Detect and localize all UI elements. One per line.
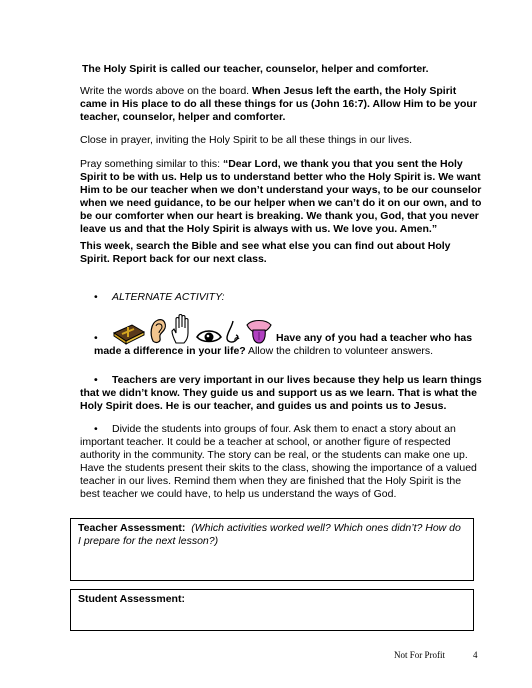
- teacher-assessment-prompt: (Which activities worked well? Which ones didn’t? How do I prepare for the next lesson?): [78, 522, 461, 547]
- student-assessment-label: Student Assessment:: [78, 593, 185, 605]
- teacher-question-followup: Allow the children to volunteer answers.: [245, 345, 434, 357]
- board-instructions-bold: When Jesus left the earth, the Holy Spirit came in His place to do all these things for us (John 16:7). Allow Him to be your teacher, counselor, helper and comforter.: [80, 85, 477, 123]
- bullet-dot: •: [94, 374, 98, 386]
- bullet-dot: •: [94, 291, 98, 303]
- senses-bullet: [94, 313, 484, 358]
- prayer-text: “Dear Lord, we thank you that you sent the Holy Spirit to be with us. Help us to understand better who the Holy Spirit is. We want Him to be our teacher when we don’t understand your ways, to be our counselor when we need guidance, to be our helper when we can’t do it on our own, and to be our comforter when our heart is breaking. We thank you, God, that you never leave us and that the Holy Spirit is always with us. We love you. Amen.”: [80, 158, 482, 235]
- bullet-indent: [80, 423, 112, 436]
- hand-icon: [170, 313, 194, 345]
- prayer-intro: Pray something similar to this:: [80, 158, 223, 170]
- teachers-importance-paragraph: [80, 374, 482, 413]
- teacher-question-bold: Have any of you had a teacher who has made a difference in your life?: [94, 332, 473, 357]
- board-instructions-normal: Write the words above on the board.: [80, 85, 252, 97]
- page-footer: [394, 650, 478, 660]
- teacher-assessment-box[interactable]: [70, 518, 474, 581]
- page-number: 4: [473, 650, 478, 660]
- bullet-dot: •: [94, 423, 98, 435]
- teacher-assessment-label: Teacher Assessment:: [78, 522, 186, 534]
- student-assessment-box[interactable]: [70, 589, 474, 631]
- eye-icon: [196, 327, 222, 345]
- nose-icon: [224, 319, 242, 345]
- senses-clipart: [112, 313, 274, 345]
- bullet-indent: [80, 374, 112, 387]
- alternate-activity-bullet: [94, 291, 225, 304]
- prayer-paragraph: [80, 158, 482, 236]
- skit-activity-paragraph: [80, 423, 482, 501]
- ear-icon: [148, 317, 168, 345]
- bible-icon: [112, 319, 146, 345]
- alternate-activity-label: ALTERNATE ACTIVITY:: [112, 291, 225, 303]
- skit-activity-text: Divide the students into groups of four. Ask them to enact a story about an important teacher. It could be a teacher at school, or another figure of respected authority in the community. The story can be real, or the students can make one up. Have the students present their skits to the class, showing the importance of a valued teacher in our lives. Remind them when they are finished that the Holy Spirit is the best teacher we could have, to help us understand the ways of God.: [80, 423, 477, 500]
- teachers-importance-text: Teachers are very important in our lives because they help us learn things that we didn’t know. They guide us and support us as we learn. That is what the Holy Spirit does. He is our teacher, and guides us and points us to Jesus.: [80, 374, 482, 412]
- bullet-dot: •: [94, 332, 98, 344]
- weekly-assignment: This week, search the Bible and see what else you can find out about Holy Spirit. Report back for our next class.: [80, 240, 451, 265]
- footer-text: Not For Profit: [394, 650, 446, 660]
- lesson-heading: The Holy Spirit is called our teacher, counselor, helper and comforter.: [82, 63, 429, 75]
- board-instructions: [80, 85, 482, 124]
- tongue-icon: [244, 317, 274, 345]
- closing-prayer-instruction: Close in prayer, inviting the Holy Spirit to be all these things in our lives.: [80, 134, 413, 146]
